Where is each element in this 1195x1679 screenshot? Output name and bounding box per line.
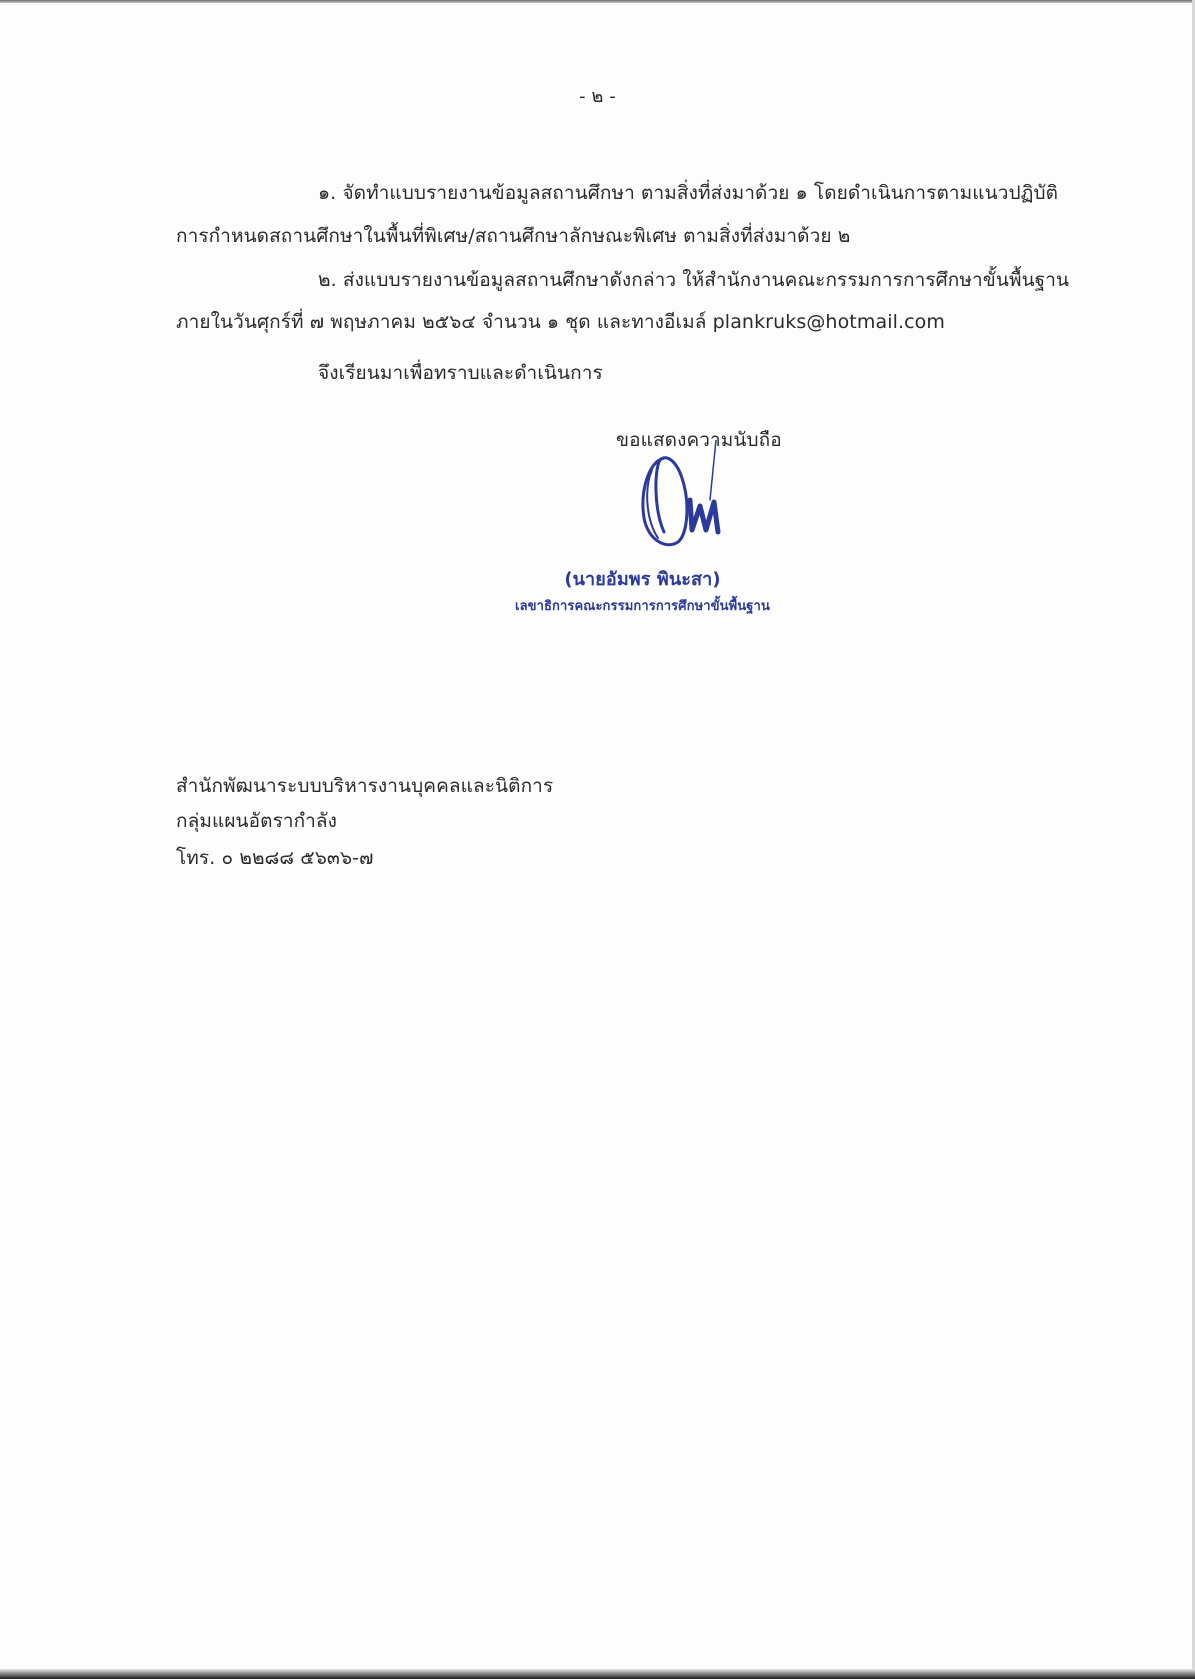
footer-phone: โทร. ๐ ๒๒๘๘ ๕๖๓๖-๗	[176, 847, 374, 869]
item-1-line-1: ๑. จัดทำแบบรายงานข้อมูลสถานศึกษา ตามสิ่งที่ส่งมาด้วย ๑ โดยดำเนินการตามแนวปฏิบัติ	[318, 182, 1059, 204]
item-2-line-2: ภายในวันศุกร์ที่ ๗ พฤษภาคม ๒๕๖๔ จำนวน ๑ ชุด และทางอีเมล์ plankruks@hotmail.com	[176, 311, 945, 333]
regards-text: ขอแสดงความนับถือ	[616, 429, 782, 451]
scan-edge-bottom	[0, 1669, 1195, 1679]
footer-group: กลุ่มแผนอัตรากำลัง	[176, 810, 338, 832]
closing-statement: จึงเรียนมาเพื่อทราบและดำเนินการ	[318, 362, 603, 384]
item-1-line-2: การกำหนดสถานศึกษาในพื้นที่พิเศษ/สถานศึกษาลักษณะพิเศษ ตามสิ่งที่ส่งมาด้วย ๒	[176, 225, 851, 247]
signer-title: เลขาธิการคณะกรรมการการศึกษาขั้นพื้นฐาน	[515, 599, 770, 614]
item-2-line-1: ๒. ส่งแบบรายงานข้อมูลสถานศึกษาดังกล่าว ให้สำนักงานคณะกรรมการการศึกษาขั้นพื้นฐาน	[318, 269, 1070, 291]
scan-edge-top	[0, 0, 1195, 3]
signer-name: (นายอัมพร พินะสา)	[564, 569, 721, 590]
handwritten-signature	[630, 440, 770, 560]
footer-office: สำนักพัฒนาระบบบริหารงานบุคคลและนิติการ	[176, 775, 554, 797]
page-number: - ๒ -	[579, 86, 616, 107]
